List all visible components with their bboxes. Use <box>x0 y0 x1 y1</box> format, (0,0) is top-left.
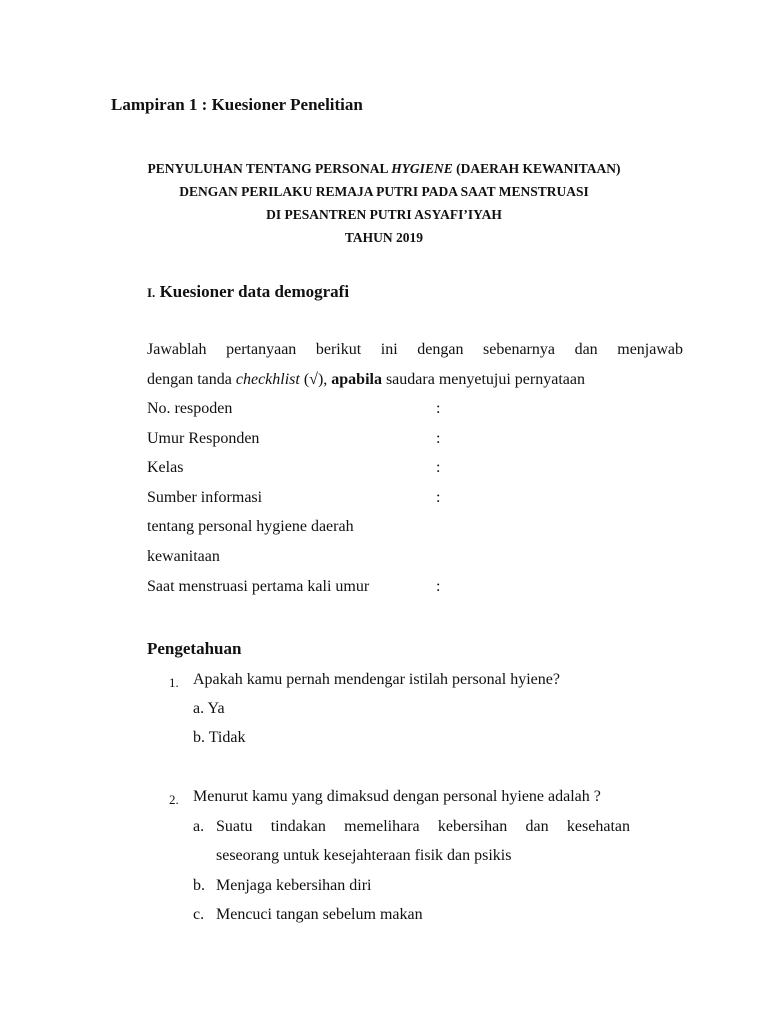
heading-line-4: TAHUN 2019 <box>344 230 424 245</box>
field-sumber-label-line-1: Sumber informasi <box>147 489 263 506</box>
instruction-line-2 <box>147 371 585 389</box>
heading-line-2: DENGAN PERILAKU REMAJA PUTRI PADA SAAT MENSTRUASI <box>179 184 589 199</box>
instruction-checklist-italic: checkhlist <box>235 371 300 388</box>
question-1-option-a: a. Ya <box>193 700 225 717</box>
field-menstruasi-colon: : <box>436 578 441 595</box>
field-kelas-label: Kelas <box>147 459 184 476</box>
question-2-option-a-letter: a. <box>193 818 205 835</box>
field-no-respoden-colon: : <box>436 400 441 417</box>
section-title-text: Kuesioner data demografi <box>159 282 350 301</box>
field-sumber-colon: : <box>436 489 441 506</box>
question-2-option-a-line-1: Suatu tindakan memelihara kebersihan dan kesehatan <box>216 818 630 835</box>
field-umur-colon: : <box>436 430 441 447</box>
instruction-apabila-bold: apabila <box>331 371 382 388</box>
heading-line-1-pre: PENYULUHAN TENTANG PERSONAL <box>147 161 392 176</box>
section-title-pengetahuan: Pengetahuan <box>147 639 242 658</box>
heading-line-1 <box>0 161 768 177</box>
heading-line-3: DI PESANTREN PUTRI ASYAFI’IYAH <box>266 207 502 222</box>
question-2-text: Menurut kamu yang dimaksud dengan personal hyiene adalah ? <box>193 788 601 805</box>
heading-line-1-post: (DAERAH KEWANITAAN) <box>452 161 621 176</box>
field-umur-label: Umur Responden <box>147 430 260 447</box>
field-sumber-label-line-2: tentang personal hygiene daerah <box>147 518 354 535</box>
heading-line-1-italic: HYGIENE <box>391 161 453 176</box>
section-number: I. <box>147 285 156 300</box>
question-1-option-b: b. Tidak <box>193 729 246 746</box>
section-title-demografi <box>147 282 349 302</box>
question-2-option-c-letter: c. <box>193 906 205 923</box>
question-2-option-b: Menjaga kebersihan diri <box>216 877 372 894</box>
question-2-option-c: Mencuci tangan sebelum makan <box>216 906 423 923</box>
question-2-number: 2. <box>169 792 179 807</box>
question-1-text: Apakah kamu pernah mendengar istilah personal hyiene? <box>193 671 560 688</box>
field-sumber-label-line-3: kewanitaan <box>147 548 220 565</box>
field-kelas-colon: : <box>436 459 441 476</box>
field-no-respoden-label: No. respoden <box>147 400 233 417</box>
instruction-line-2-post: saudara menyetujui pernyataan <box>381 371 585 388</box>
instruction-line-2-pre: dengan tanda <box>147 371 236 388</box>
question-2-option-b-letter: b. <box>193 877 205 894</box>
appendix-title: Lampiran 1 : Kuesioner Penelitian <box>111 95 363 114</box>
question-2-option-a-line-2: seseorang untuk kesejahteraan fisik dan psikis <box>216 847 512 864</box>
instruction-line-1: Jawablah pertanyaan berikut ini dengan sebenarnya dan menjawab <box>147 341 683 358</box>
question-1-number: 1. <box>169 675 179 690</box>
field-menstruasi-label: Saat menstruasi pertama kali umur <box>147 578 370 595</box>
instruction-line-2-mid: (√), <box>299 371 332 388</box>
